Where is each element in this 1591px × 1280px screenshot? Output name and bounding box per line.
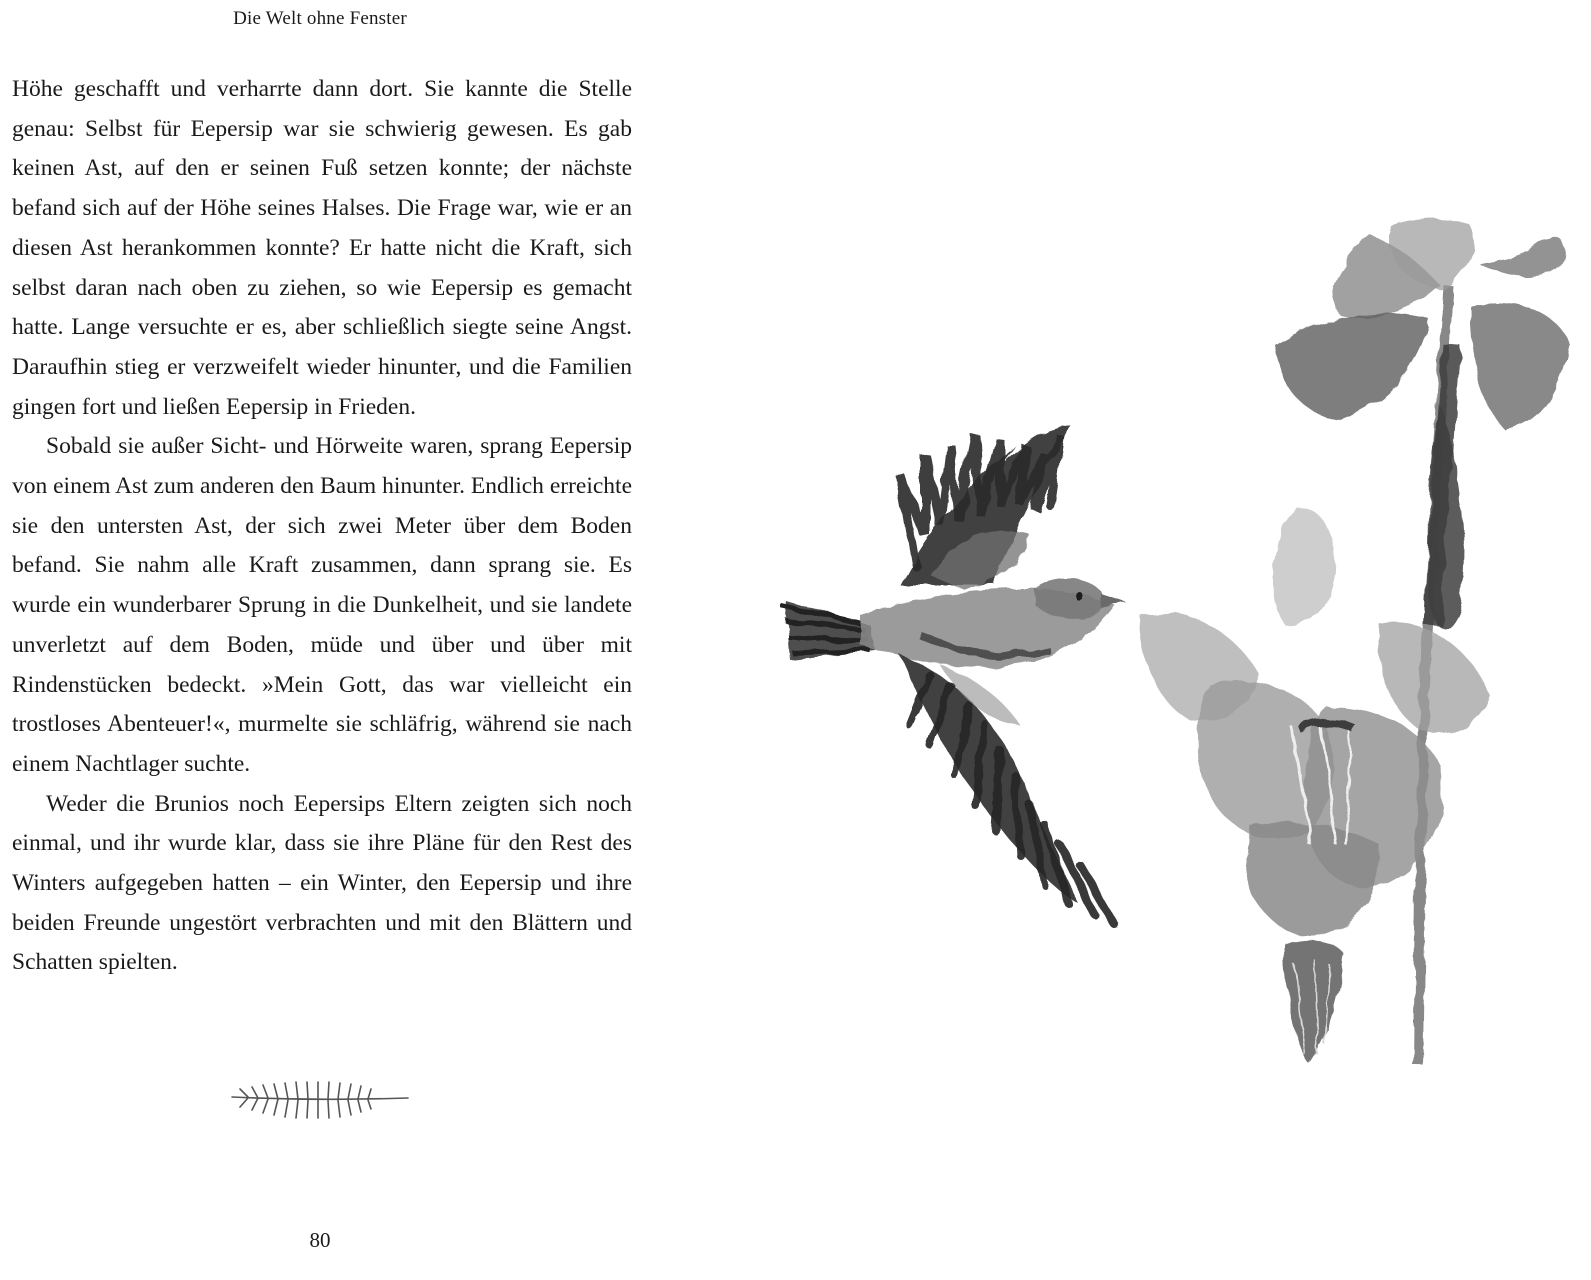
running-head: Die Welt ohne Fenster — [233, 8, 407, 29]
body-text — [12, 70, 632, 983]
page-number: 80 — [309, 1228, 331, 1252]
paragraph-1: Höhe geschafft und verharrte dann dort. Sie kannte die Stelle genau: Selbst für Eepersip war sie schwierig gewesen. Es gab keinen Ast, auf den er seinen Fuß setzen konnte; der nächste befand sich auf der Höhe seines Halses. Die Frage war, wie er an diesen Ast herankommen konnte? Er hatte nicht die Kraft, sich selbst daran nach oben zu ziehen, so wie Eepersip es gemacht hatte. Lange versuchte er es, aber schließlich siegte seine Angst. Daraufhin stieg er verzweifelt wieder hinunter, und die Familien gingen fort und ließen Eepersip in Frieden. — [12, 76, 632, 420]
bird-in-flight-icon — [780, 425, 1125, 925]
paragraph-3: Weder die Brunios noch Eepersips Eltern zeigten sich noch einmal, und ihr wurde klar, dass sie ihre Pläne für den Rest des Winters aufgegeben hatten – ein Winter, den Eepersip und ihre beiden Freunde ungestört verbrachten und mit den Blättern und Schatten spielten. — [12, 790, 632, 976]
paragraph-2: Sobald sie außer Sicht- und Hörweite waren, sprang Eepersip von einem Ast zum anderen den Baum hinunter. Endlich erreichte sie den untersten Ast, der sich zwei Meter über dem Boden befand. Sie nahm alle Kraft zusammen, dann sprang sie. Es wurde ein wunderbarer Sprung in die Dunkelheit, und sie landete unverletzt auf dem Boden, müde und über und über mit Rindenstücken bedeckt. »Mein Gott, das war vielleicht ein trostloses Abenteuer!«, murmelte sie schläfrig, während sie nach einem Nachtlager suchte. — [12, 433, 632, 777]
fern-sprig-icon — [228, 1075, 413, 1125]
watercolor-illustration — [780, 205, 1580, 1085]
iris-flower-icon — [1140, 218, 1570, 1066]
